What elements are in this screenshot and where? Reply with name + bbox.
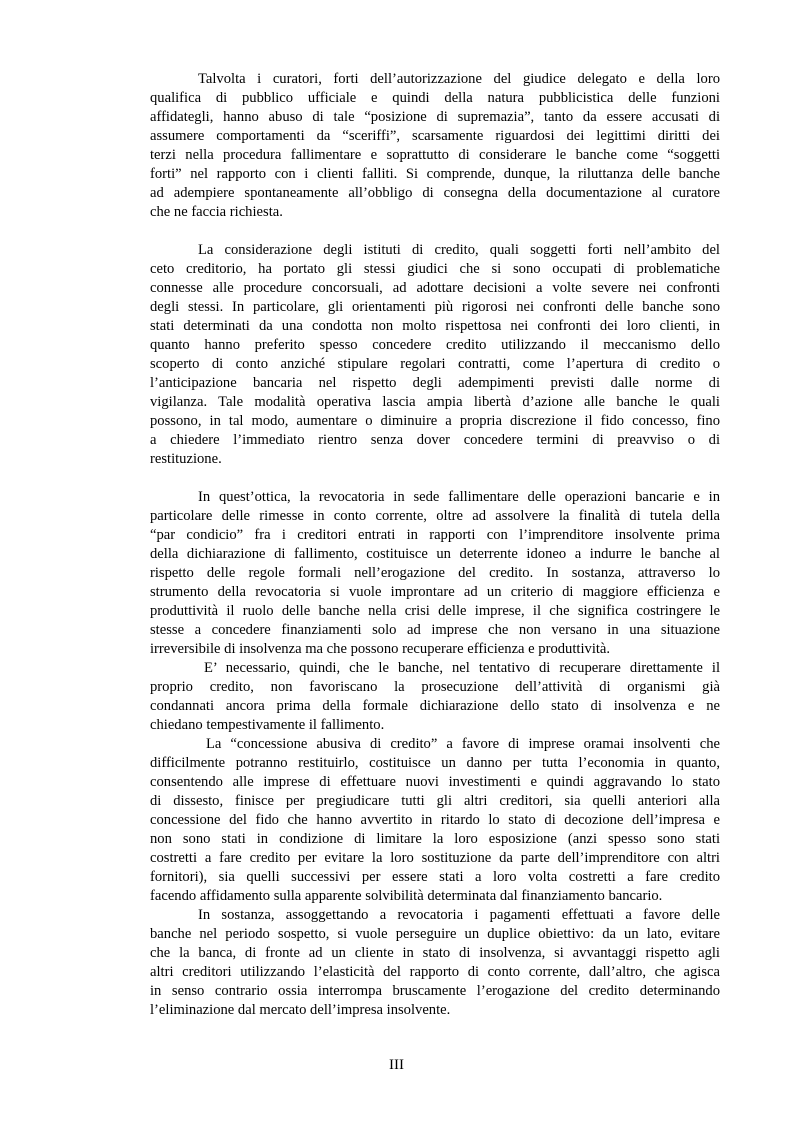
paragraph-3 bbox=[150, 488, 720, 659]
text-line: E’ necessario, quindi, che le banche, nel tentativo di recuperare direttamente il bbox=[204, 660, 720, 676]
text-line: terzi nella procedura fallimentare e soprattutto di considerare le banche come “soggetti bbox=[150, 147, 720, 163]
text-line: ad adempiere spontaneamente all’obbligo di consegna della documentazione al curatore bbox=[150, 185, 720, 201]
text-line: possono, in tal modo, aumentare o diminuire a propria discrezione il fido concesso, fino bbox=[150, 413, 720, 429]
text-line: In sostanza, assoggettando a revocatoria i pagamenti effettuati a favore delle bbox=[198, 907, 720, 923]
text-line: chiedano tempestivamente il fallimento. bbox=[150, 717, 385, 733]
text-line: che ne faccia richiesta. bbox=[150, 204, 283, 220]
text-line: proprio credito, non favoriscano la prosecuzione dell’attività di organismi già bbox=[150, 679, 720, 695]
text-line: l’eliminazione dal mercato dell’impresa insolvente. bbox=[150, 1002, 451, 1018]
text-line: qualifica di pubblico ufficiale e quindi della natura pubblicistica delle funzioni bbox=[150, 90, 720, 106]
document-body bbox=[150, 70, 720, 1020]
text-line: scoperto di conto anziché stipulare regolari contratti, come l’apertura di credito o bbox=[150, 356, 720, 372]
text-line: costretti a fare credito per evitare la loro sostituzione da parte dell’imprenditore con altri bbox=[150, 850, 720, 866]
text-line: forti” nel rapporto con i clienti falliti. Si comprende, dunque, la riluttanza delle banche bbox=[150, 166, 720, 182]
text-line: irreversibile di insolvenza ma che possono recuperare efficienza e produttività. bbox=[150, 641, 611, 657]
text-line: concessione del fido che hanno avvertito in ritardo lo stato di decozione dell’impresa e bbox=[150, 812, 720, 828]
text-line: produttività il ruolo delle banche nella crisi delle imprese, il che significa costringere le bbox=[150, 603, 720, 619]
text-line: fornitori), sia quelli successivi per essere stati a loro volta costretti a fare credito bbox=[150, 869, 720, 885]
text-line: in senso contrario ossia interrompa bruscamente l’erogazione del credito determinando bbox=[150, 983, 720, 999]
text-line: l’anticipazione bancaria nel rispetto degli adempimenti previsti dalle norme di bbox=[150, 375, 720, 391]
paragraph-6 bbox=[150, 906, 720, 1020]
text-line: consentendo alle imprese di effettuare nuovi investimenti e quindi aggravando lo stato bbox=[150, 774, 720, 790]
text-line: altri creditori utilizzando l’elasticità del rapporto di conto corrente, dall’altro, che agisca bbox=[150, 964, 720, 980]
text-line: banche nel periodo sospetto, si vuole perseguire un duplice obiettivo: da un lato, evitare bbox=[150, 926, 720, 942]
text-line: stesse a concedere finanziamenti solo ad imprese che non versano in una situazione bbox=[150, 622, 720, 638]
text-line: affidategli, hanno abuso di tale “posizione di supremazia”, tanto da essere accusati di bbox=[150, 109, 720, 125]
paragraph-2 bbox=[150, 241, 720, 469]
text-line: strumento della revocatoria si vuole improntare ad un criterio di maggiore efficienza e bbox=[150, 584, 720, 600]
paragraph-4 bbox=[150, 659, 720, 735]
text-line: non sono stati in condizione di limitare la loro esposizione (anzi spesso sono stati bbox=[150, 831, 720, 847]
text-line: difficilmente potranno restituirlo, costituisce un danno per tutta l’economia in quanto, bbox=[150, 755, 720, 771]
text-line: In quest’ottica, la revocatoria in sede fallimentare delle operazioni bancarie e in bbox=[198, 489, 720, 505]
text-line: La considerazione degli istituti di credito, quali soggetti forti nell’ambito del bbox=[198, 242, 720, 258]
text-line: rispetto delle regole formali nell’erogazione del credito. In sostanza, attraverso lo bbox=[150, 565, 720, 581]
text-line: “par condicio” fra i creditori entrati in rapporti con l’imprenditore insolvente prima bbox=[150, 527, 720, 543]
text-line: a chiedere l’immediato rientro senza dover concedere termini di preavviso o di bbox=[150, 432, 720, 448]
page-number: III bbox=[389, 1057, 404, 1073]
text-line: stati determinati da una condotta non molto rispettosa nei confronti dei loro clienti, in bbox=[150, 318, 720, 334]
text-line: quanto hanno preferito spesso concedere credito utilizzando il meccanismo dello bbox=[150, 337, 720, 353]
paragraph-5 bbox=[150, 735, 720, 906]
text-line: che la banca, di fronte ad un cliente in stato di insolvenza, si avvantaggi rispetto agli bbox=[150, 945, 720, 961]
text-line: connesse alle procedure concorsuali, ad adottare decisioni a volte severe nei confronti bbox=[150, 280, 720, 296]
text-line: ceto creditorio, ha portato gli stessi giudici che si sono occupati di problematiche bbox=[150, 261, 720, 277]
paragraph-1 bbox=[150, 70, 720, 222]
text-line: restituzione. bbox=[150, 451, 222, 467]
text-line: Talvolta i curatori, forti dell’autorizzazione del giudice delegato e della loro bbox=[198, 71, 720, 87]
text-line: assumere comportamenti da “sceriffi”, scarsamente riguardosi dei legittimi diritti dei bbox=[150, 128, 720, 144]
text-line: facendo affidamento sulla apparente solvibilità determinata dal finanziamento bancario. bbox=[150, 888, 663, 904]
text-line: degli stessi. In particolare, gli orientamenti più rigorosi nei confronti delle banche sono bbox=[150, 299, 720, 315]
text-line: della dichiarazione di fallimento, costituisce un deterrente idoneo a indurre le banche al bbox=[150, 546, 720, 562]
text-line: condannati ancora prima della formale dichiarazione dello stato di insolvenza e ne bbox=[150, 698, 720, 714]
text-line: di dissesto, finisce per pregiudicare tutti gli altri creditori, sia quelli anteriori alla bbox=[150, 793, 720, 809]
text-line: La “concessione abusiva di credito” a favore di imprese oramai insolventi che bbox=[206, 736, 720, 752]
text-line: particolare delle rimesse in conto corrente, oltre ad assolvere la finalità di tutela della bbox=[150, 508, 720, 524]
text-line: vigilanza. Tale modalità operativa lascia ampia libertà d’azione alle banche le quali bbox=[150, 394, 720, 410]
